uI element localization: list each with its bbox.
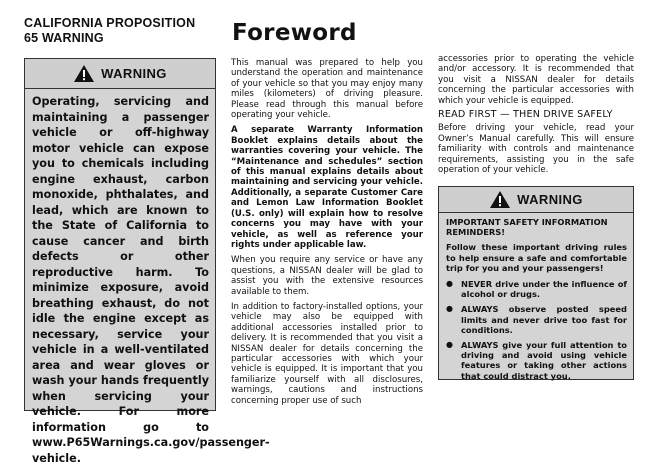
foreword-paragraph-3: When you require any service or have any questions, a NISSAN dealer will be glad to assist you with the extensive resources available to them. [231, 255, 423, 297]
california-heading-line1: CALIFORNIA PROPOSITION [24, 16, 196, 30]
bullet-text: ALWAYS observe posted speed limits and never drive too fast for conditions. [461, 304, 627, 335]
foreword-column-2 [231, 58, 423, 411]
page-title: Foreword [232, 20, 357, 46]
california-warning-label: WARNING [101, 66, 167, 81]
foreword-paragraph-4: In addition to factory-installed options, your vehicle may also be equipped with additional accessories installed prior to delivery. It is recommended that you visit a NISSAN dealer for details concerning the particular accessories with which your vehicle is equipped. It is important that you familiarize yourself with all disclosures, warnings, cautions and instructions concerning proper use of such [231, 301, 423, 406]
safety-warning-body [439, 213, 633, 381]
read-first-heading: READ FIRST — THEN DRIVE SAFELY [438, 109, 613, 121]
warning-triangle-icon [489, 190, 511, 209]
warning-triangle-icon [73, 64, 95, 83]
foreword-paragraph-5: accessories prior to operating the vehicle and/or accessory. It is recommended that you visit a NISSAN dealer for details concerning the particular accessories with which your vehicle is equipped. [438, 54, 634, 106]
california-warning-text: Operating, servicing and maintaining a passenger vehicle or off-highway motor vehicle can expose you to chemicals including engine exhaust, carbon monoxide, phthalates, and lead, which are known to the State of California to cause cancer and birth defects or other reproductive harm. To minimize exposure, avoid breathing exhaust, do not idle the engine except as necessary, service your vehicle in a well-ventilated area and wear gloves or wash your hands frequently when servicing your vehicle. For more information go to www.P65Warnings.ca.gov/passenger-vehicle. [32, 95, 270, 465]
bullet-icon: ● [446, 279, 453, 289]
bullet-text: NEVER drive under the influence of alcohol or drugs. [461, 279, 627, 300]
bullet-icon: ● [446, 340, 453, 350]
california-warning-header [25, 59, 215, 89]
california-heading [24, 16, 216, 45]
bullet-text: ALWAYS give your full attention to driving and avoid using vehicle features or taking other actions that could distract you. [461, 340, 627, 381]
foreword-paragraph-6: Before driving your vehicle, read your Owner’s Manual carefully. This will ensure familiarity with controls and maintenance requirements, assisting you in the safe operation of your vehicle. [438, 123, 634, 176]
safety-intro: Follow these important driving rules to help ensure a safe and comfortable trip for you and your passengers! [446, 242, 627, 273]
foreword-paragraph-2: A separate Warranty Information Booklet explains details about the warranties covering your vehicle. The “Maintenance and schedules” section of this manual explains details about maintaining and servicing your vehicle. Additionally, a separate Customer Care and Lemon Law Information Booklet (U.S. only) will explain how to resolve concerns you may have with your vehicle, as well as reference your rights under applicable law. [231, 125, 423, 250]
safety-bullet-list [446, 279, 627, 381]
california-heading-line2: 65 WARNING [24, 30, 104, 45]
bullet-icon: ● [446, 304, 453, 314]
safety-warning-label: WARNING [517, 192, 583, 207]
safety-warning-box [438, 186, 634, 380]
list-item [446, 279, 627, 299]
list-item [446, 304, 627, 335]
california-warning-box [24, 58, 270, 465]
list-item [446, 340, 627, 381]
foreword-paragraph-1: This manual was prepared to help you understand the operation and maintenance of your vehicle so that you may enjoy many miles (kilometers) of driving pleasure. Please read through this manual before operating your vehicle. [231, 58, 423, 121]
safety-warning-header [439, 187, 633, 213]
safety-reminders-heading: IMPORTANT SAFETY INFORMATION REMINDERS! [446, 217, 608, 238]
foreword-column-3 [438, 54, 634, 179]
